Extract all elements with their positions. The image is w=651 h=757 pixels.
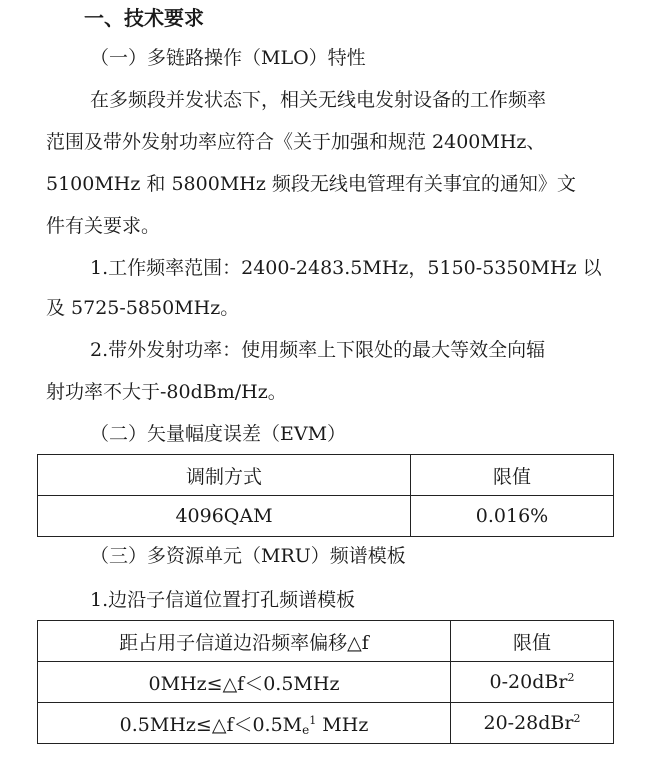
table-row <box>38 662 614 703</box>
para-line-4: 件有关要求。 <box>46 215 161 237</box>
cell-offset: 0MHz≤△f＜0.5MHz <box>38 662 451 703</box>
section3-title: （三）多资源单元（MRU）频谱模板 <box>90 545 406 567</box>
mru-table <box>37 620 614 744</box>
heading: 一、技术要求 <box>84 6 204 30</box>
cell-offset: $0.5MHz\le\triangle f<0.5Me^1$ MHz <box>38 703 451 744</box>
section2-title: （二）矢量幅度误差（EVM） <box>90 423 347 445</box>
section1-title: （一）多链路操作（MLO）特性 <box>90 47 366 69</box>
cell-limit: 0.016% <box>411 496 614 537</box>
cell-limit: 20-28dBr$^2$ <box>451 703 614 744</box>
para-line-1: 在多频段并发状态下，相关无线电发射设备的工作频率 <box>90 89 547 111</box>
table-header-row <box>38 455 614 496</box>
para-line-3: 5100MHz 和 5800MHz 频段无线电管理有关事宜的通知》文 <box>46 173 576 195</box>
header-limit: 限值 <box>411 455 614 496</box>
header-modulation: 调制方式 <box>38 455 411 496</box>
cell-limit: 0-20dBr$^2$ <box>451 662 614 703</box>
section3-subtitle: 1.边沿子信道位置打孔频谱模板 <box>90 589 356 611</box>
header-offset: 距占用子信道边沿频率偏移△f <box>38 621 451 662</box>
para-line-2: 范围及带外发射功率应符合《关于加强和规范 2400MHz、 <box>46 131 546 153</box>
header-limit: 限值 <box>451 621 614 662</box>
item2-line-1: 2.带外发射功率：使用频率上下限处的最大等效全向辐 <box>90 339 546 361</box>
cell-modulation: 4096QAM <box>38 496 411 537</box>
item1-line-2: 及 5725-5850MHz。 <box>46 297 240 319</box>
item1-line-1: 1.工作频率范围：2400-2483.5MHz，5150-5350MHz 以 <box>90 257 602 279</box>
table-header-row <box>38 621 614 662</box>
table-row <box>38 496 614 537</box>
item2-line-2: 射功率不大于-80dBm/Hz。 <box>46 381 287 403</box>
table-row <box>38 703 614 744</box>
evm-table <box>37 454 614 537</box>
